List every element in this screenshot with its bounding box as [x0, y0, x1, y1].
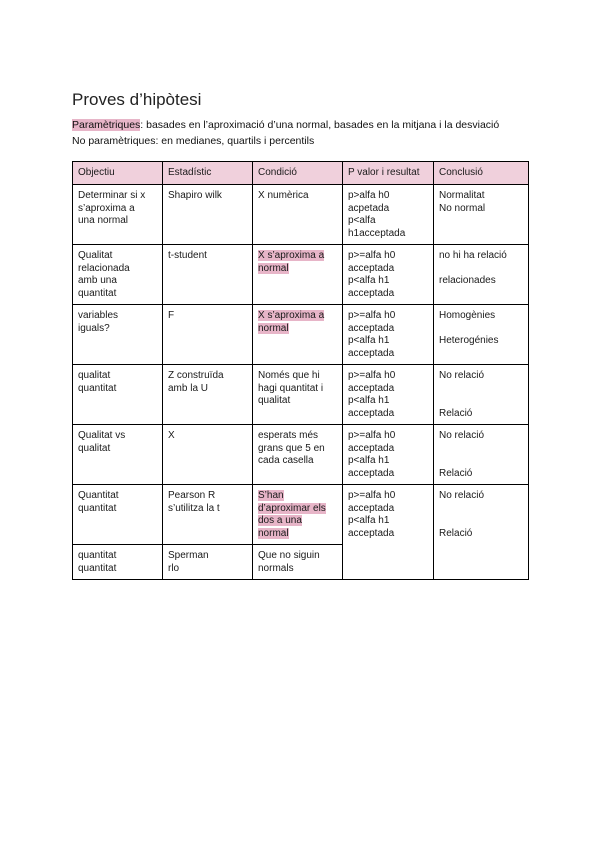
cell-conclusio: Homogènies Heterogénies: [434, 305, 529, 365]
cell-conclusio: No relació Relació: [434, 365, 529, 425]
cell-estadistic: Pearson R s’utilitza la t: [163, 485, 253, 545]
cell-estadistic: F: [163, 305, 253, 365]
table-row: [73, 185, 529, 245]
cell-estadistic: t-student: [163, 245, 253, 305]
table-row: [73, 365, 529, 425]
cell-objectiu: Qualitat vs qualitat: [73, 425, 163, 485]
parametric-description: : basades en l’aproximació d’una normal, basades en la mitjana i la desviació: [140, 119, 500, 131]
cell-objectiu: Determinar si x s’aproxima a una normal: [73, 185, 163, 245]
cell-p-valor: p>=alfa h0 acceptada p<alfa h1 acceptada: [343, 425, 434, 485]
cell-condicio: X numèrica: [253, 185, 343, 245]
table-row: [73, 305, 529, 365]
cell-p-valor: p>=alfa h0 acceptada p<alfa h1 acceptada: [343, 365, 434, 425]
cell-condicio: S’han d’aproximar els dos a una normal: [253, 485, 343, 545]
cell-estadistic: Shapiro wilk: [163, 185, 253, 245]
cell-objectiu: variables iguals?: [73, 305, 163, 365]
table-header-row: [73, 162, 529, 185]
parametric-term: Paramètriques: [72, 119, 141, 131]
parametric-definition: [72, 117, 499, 133]
cell-objectiu: Qualitat relacionada amb una quantitat: [73, 245, 163, 305]
cell-conclusio: No relació Relació: [434, 425, 529, 485]
header-conclusio: Conclusió: [434, 162, 529, 185]
cell-objectiu: Quantitat quantitat: [73, 485, 163, 545]
cell-conclusio: no hi ha relació relacionades: [434, 245, 529, 305]
hypothesis-tests-table: [72, 161, 529, 580]
table-row: [73, 485, 529, 545]
header-condicio: Condició: [253, 162, 343, 185]
cell-condicio: esperats més grans que 5 en cada casella: [253, 425, 343, 485]
cell-estadistic: Z construïda amb la U: [163, 365, 253, 425]
cell-estadistic: Sperman rlo: [163, 545, 253, 580]
cell-conclusio: Normalitat No normal: [434, 185, 529, 245]
cell-condicio: X s’aproxima a normal: [253, 305, 343, 365]
page-title: Proves d’hipòtesi: [72, 90, 202, 109]
table-row: [73, 425, 529, 485]
cell-p-valor: p>=alfa h0 acceptada p<alfa h1 acceptada: [343, 245, 434, 305]
cell-conclusio: No relació Relació: [434, 485, 529, 580]
cell-p-valor: p>=alfa h0 acceptada p<alfa h1 acceptada: [343, 305, 434, 365]
cell-condicio: Només que hi hagi quantitat i qualitat: [253, 365, 343, 425]
cell-p-valor: p>=alfa h0 acceptada p<alfa h1 acceptada: [343, 485, 434, 580]
header-estadistic: Estadístic: [163, 162, 253, 185]
cell-objectiu: quantitat quantitat: [73, 545, 163, 580]
cell-condicio: X s’aproxima a normal: [253, 245, 343, 305]
cell-p-valor: p>alfa h0 acpetada p<alfa h1acceptada: [343, 185, 434, 245]
header-p-valor: P valor i resultat: [343, 162, 434, 185]
cell-estadistic: X: [163, 425, 253, 485]
nonparametric-definition: No paramètriques: en medianes, quartils i percentils: [72, 135, 315, 147]
cell-condicio: Que no siguin normals: [253, 545, 343, 580]
header-objectiu: Objectiu: [73, 162, 163, 185]
table-row: [73, 245, 529, 305]
cell-objectiu: qualitat quantitat: [73, 365, 163, 425]
intro-text: [72, 117, 499, 149]
